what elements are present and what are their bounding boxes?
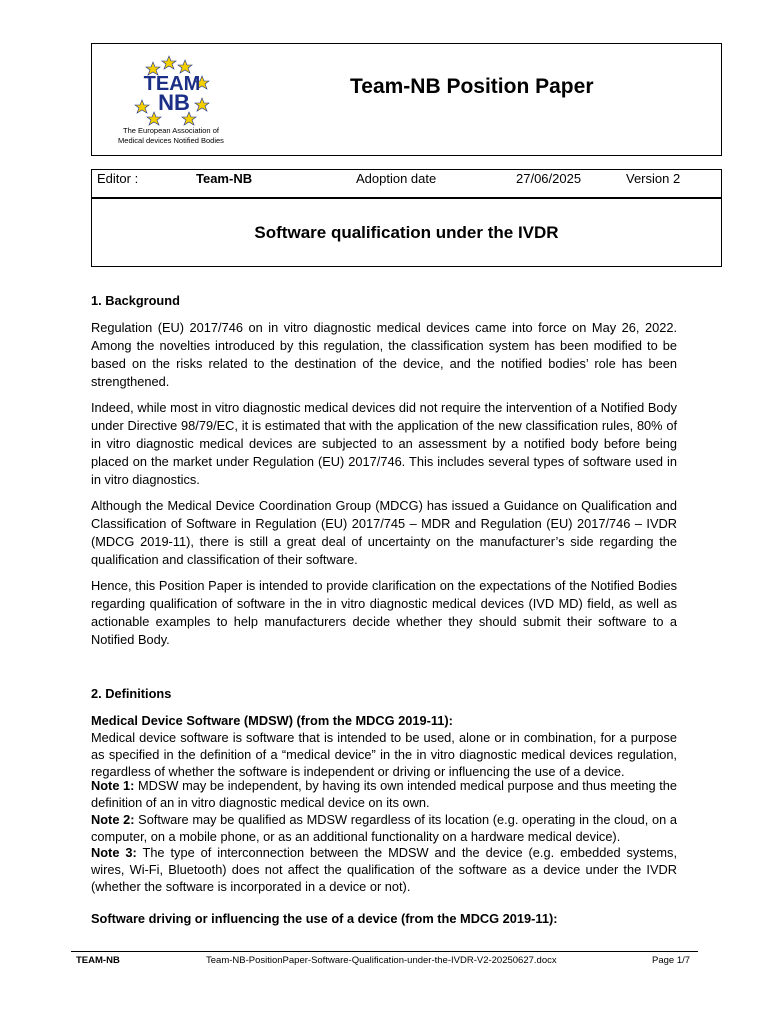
mdsw-heading: Medical Device Software (MDSW) (from the MDCG 2019-11): <box>91 713 453 728</box>
logo-text-bottom: NB <box>158 90 190 115</box>
note-1 <box>91 778 677 812</box>
driving-heading: Software driving or influencing the use of a device (from the MDCG 2019-11): <box>91 911 558 926</box>
footer-left: TEAM-NB <box>76 955 120 966</box>
editor-label: Editor : <box>97 171 139 186</box>
note-1-label: Note 1: <box>91 778 135 793</box>
note-3-text: The type of interconnection between the MDSW and the device (e.g. embedded systems, wires, Wi-Fi, Bluetooth) does not affect the qualification of the software as a device under the IVDR (whether the software is incorporated in a device or not). <box>91 845 678 894</box>
background-paragraph-3: Although the Medical Device Coordination Group (MDCG) has issued a Guidance on Qualification and Classification of Software in Regulation (EU) 2017/745 – MDR and Regulation (EU) 2017/746 – IVDR (MDCG 2019-11), there is still a great deal of uncertainty on the manufacturer’s side regarding the qualification and classification of their software. <box>91 498 677 567</box>
footer-divider <box>71 951 698 952</box>
section1-heading: 1. Background <box>91 293 180 308</box>
note-3 <box>91 845 677 895</box>
note-3-label: Note 3: <box>91 845 137 860</box>
note-2-text: Software may be qualified as MDSW regardless of its location (e.g. operating in the cloud, on a computer, on a mobile phone, or as an additional functionality on a hardware medical device). <box>91 812 677 844</box>
note-2-label: Note 2: <box>91 812 135 827</box>
meta-row <box>91 169 722 199</box>
adoption-label: Adoption date <box>356 171 437 186</box>
note-2 <box>91 812 677 846</box>
background-paragraph-4: Hence, this Position Paper is intended to provide clarification on the expectations of the Notified Bodies regarding qualification of software in the in vitro diagnostic medical devices (IVD MD) field, as well as actionable examples to help manufacturers decide whether they should submit their software to a Notified Body. <box>91 578 677 647</box>
logo-caption <box>98 126 244 146</box>
document-title: Software qualification under the IVDR <box>254 223 559 242</box>
header-title: Team-NB Position Paper <box>350 75 594 98</box>
header-box <box>91 43 722 156</box>
version-label: Version 2 <box>626 171 681 186</box>
team-nb-logo <box>122 50 222 126</box>
adoption-value: 27/06/2025 <box>516 171 582 186</box>
background-paragraph-1: Regulation (EU) 2017/746 on in vitro diagnostic medical devices came into force on May 26, 2022. Among the novelties introduced by this regulation, the classification system has been modified to be based on the risks related to the destination of the device, and the notified bodies’ role has been strengthened. <box>91 320 677 389</box>
logo-caption-line2: Medical devices Notified Bodies <box>118 136 224 145</box>
footer-page-number: Page 1/7 <box>652 955 691 966</box>
logo-text-top: TEAM <box>143 73 201 95</box>
section2-heading: 2. Definitions <box>91 686 172 701</box>
footer-filename: Team-NB-PositionPaper-Software-Qualification-under-the-IVDR-V2-20250627.docx <box>206 955 557 966</box>
logo-caption-line1: The European Association of <box>123 126 219 135</box>
note-1-text: MDSW may be independent, by having its own intended medical purpose and thus meeting the definition of an in vitro diagnostic medical device on its own. <box>91 778 677 810</box>
mdsw-definition: Medical device software is software that is intended to be used, alone or in combination, for a purpose as specified in the definition of a “medical device” in the in vitro diagnostic medical devices regulation, regardless of whether the software is independent or driving or influencing the use of a device. <box>91 730 677 779</box>
editor-value: Team-NB <box>196 171 253 186</box>
background-paragraph-2: Indeed, while most in vitro diagnostic medical devices did not require the intervention of a Notified Body under Directive 98/79/EC, it is estimated that with the application of the new classification rules, 80% of in vitro diagnostic medical devices are subjected to an assessment by a notified body before being placed on the market under Regulation (EU) 2017/746. This includes several types of software used in in vitro diagnostics. <box>91 400 677 487</box>
title-box <box>91 197 722 267</box>
